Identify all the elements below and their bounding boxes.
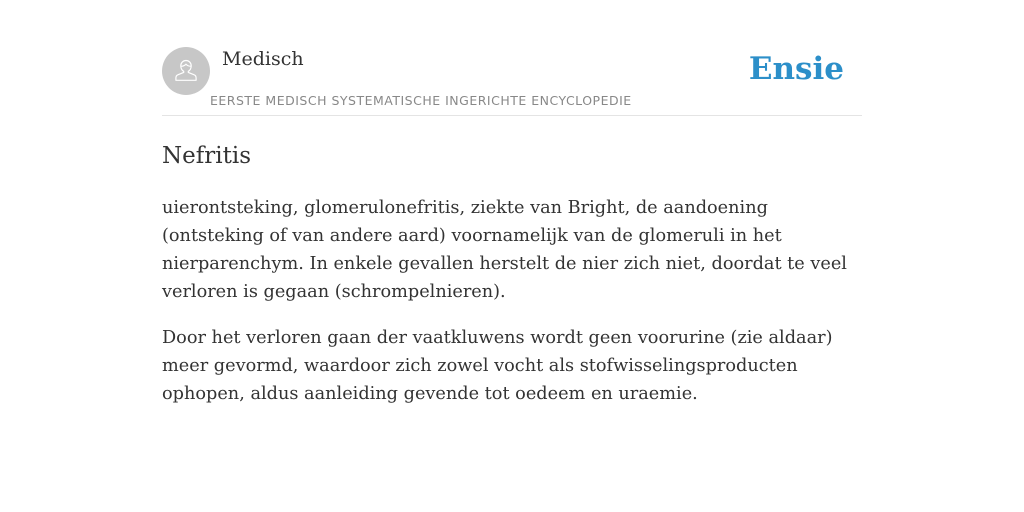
article-body	[162, 194, 862, 408]
brand-logo-link[interactable]: Ensie	[748, 51, 844, 87]
article-paragraph: uierontsteking, glomerulonefritis, ziekte van Bright, de aandoening (ontsteking of van andere aard) voornamelijk van de glomeruli in het nierparenchym. In enkele gevallen herstelt de nier zich niet, doordat te veel verloren is gegaan (schrompelnieren).	[162, 198, 847, 302]
article-title: Nefritis	[162, 143, 252, 169]
header	[162, 0, 862, 116]
author-name[interactable]: Medisch	[222, 48, 304, 70]
user-icon	[171, 56, 201, 86]
source-subtitle: EERSTE MEDISCH SYSTEMATISCHE INGERICHTE ENCYCLOPEDIE	[210, 93, 632, 108]
article-paragraph: Door het verloren gaan der vaatkluwens wordt geen voorurine (zie aldaar) meer gevormd, waardoor zich zowel vocht als stofwisselingsproducten ophopen, aldus aanleiding gevende tot oedeem en uraemie.	[162, 328, 833, 404]
page	[162, 0, 862, 408]
avatar[interactable]	[162, 47, 210, 95]
